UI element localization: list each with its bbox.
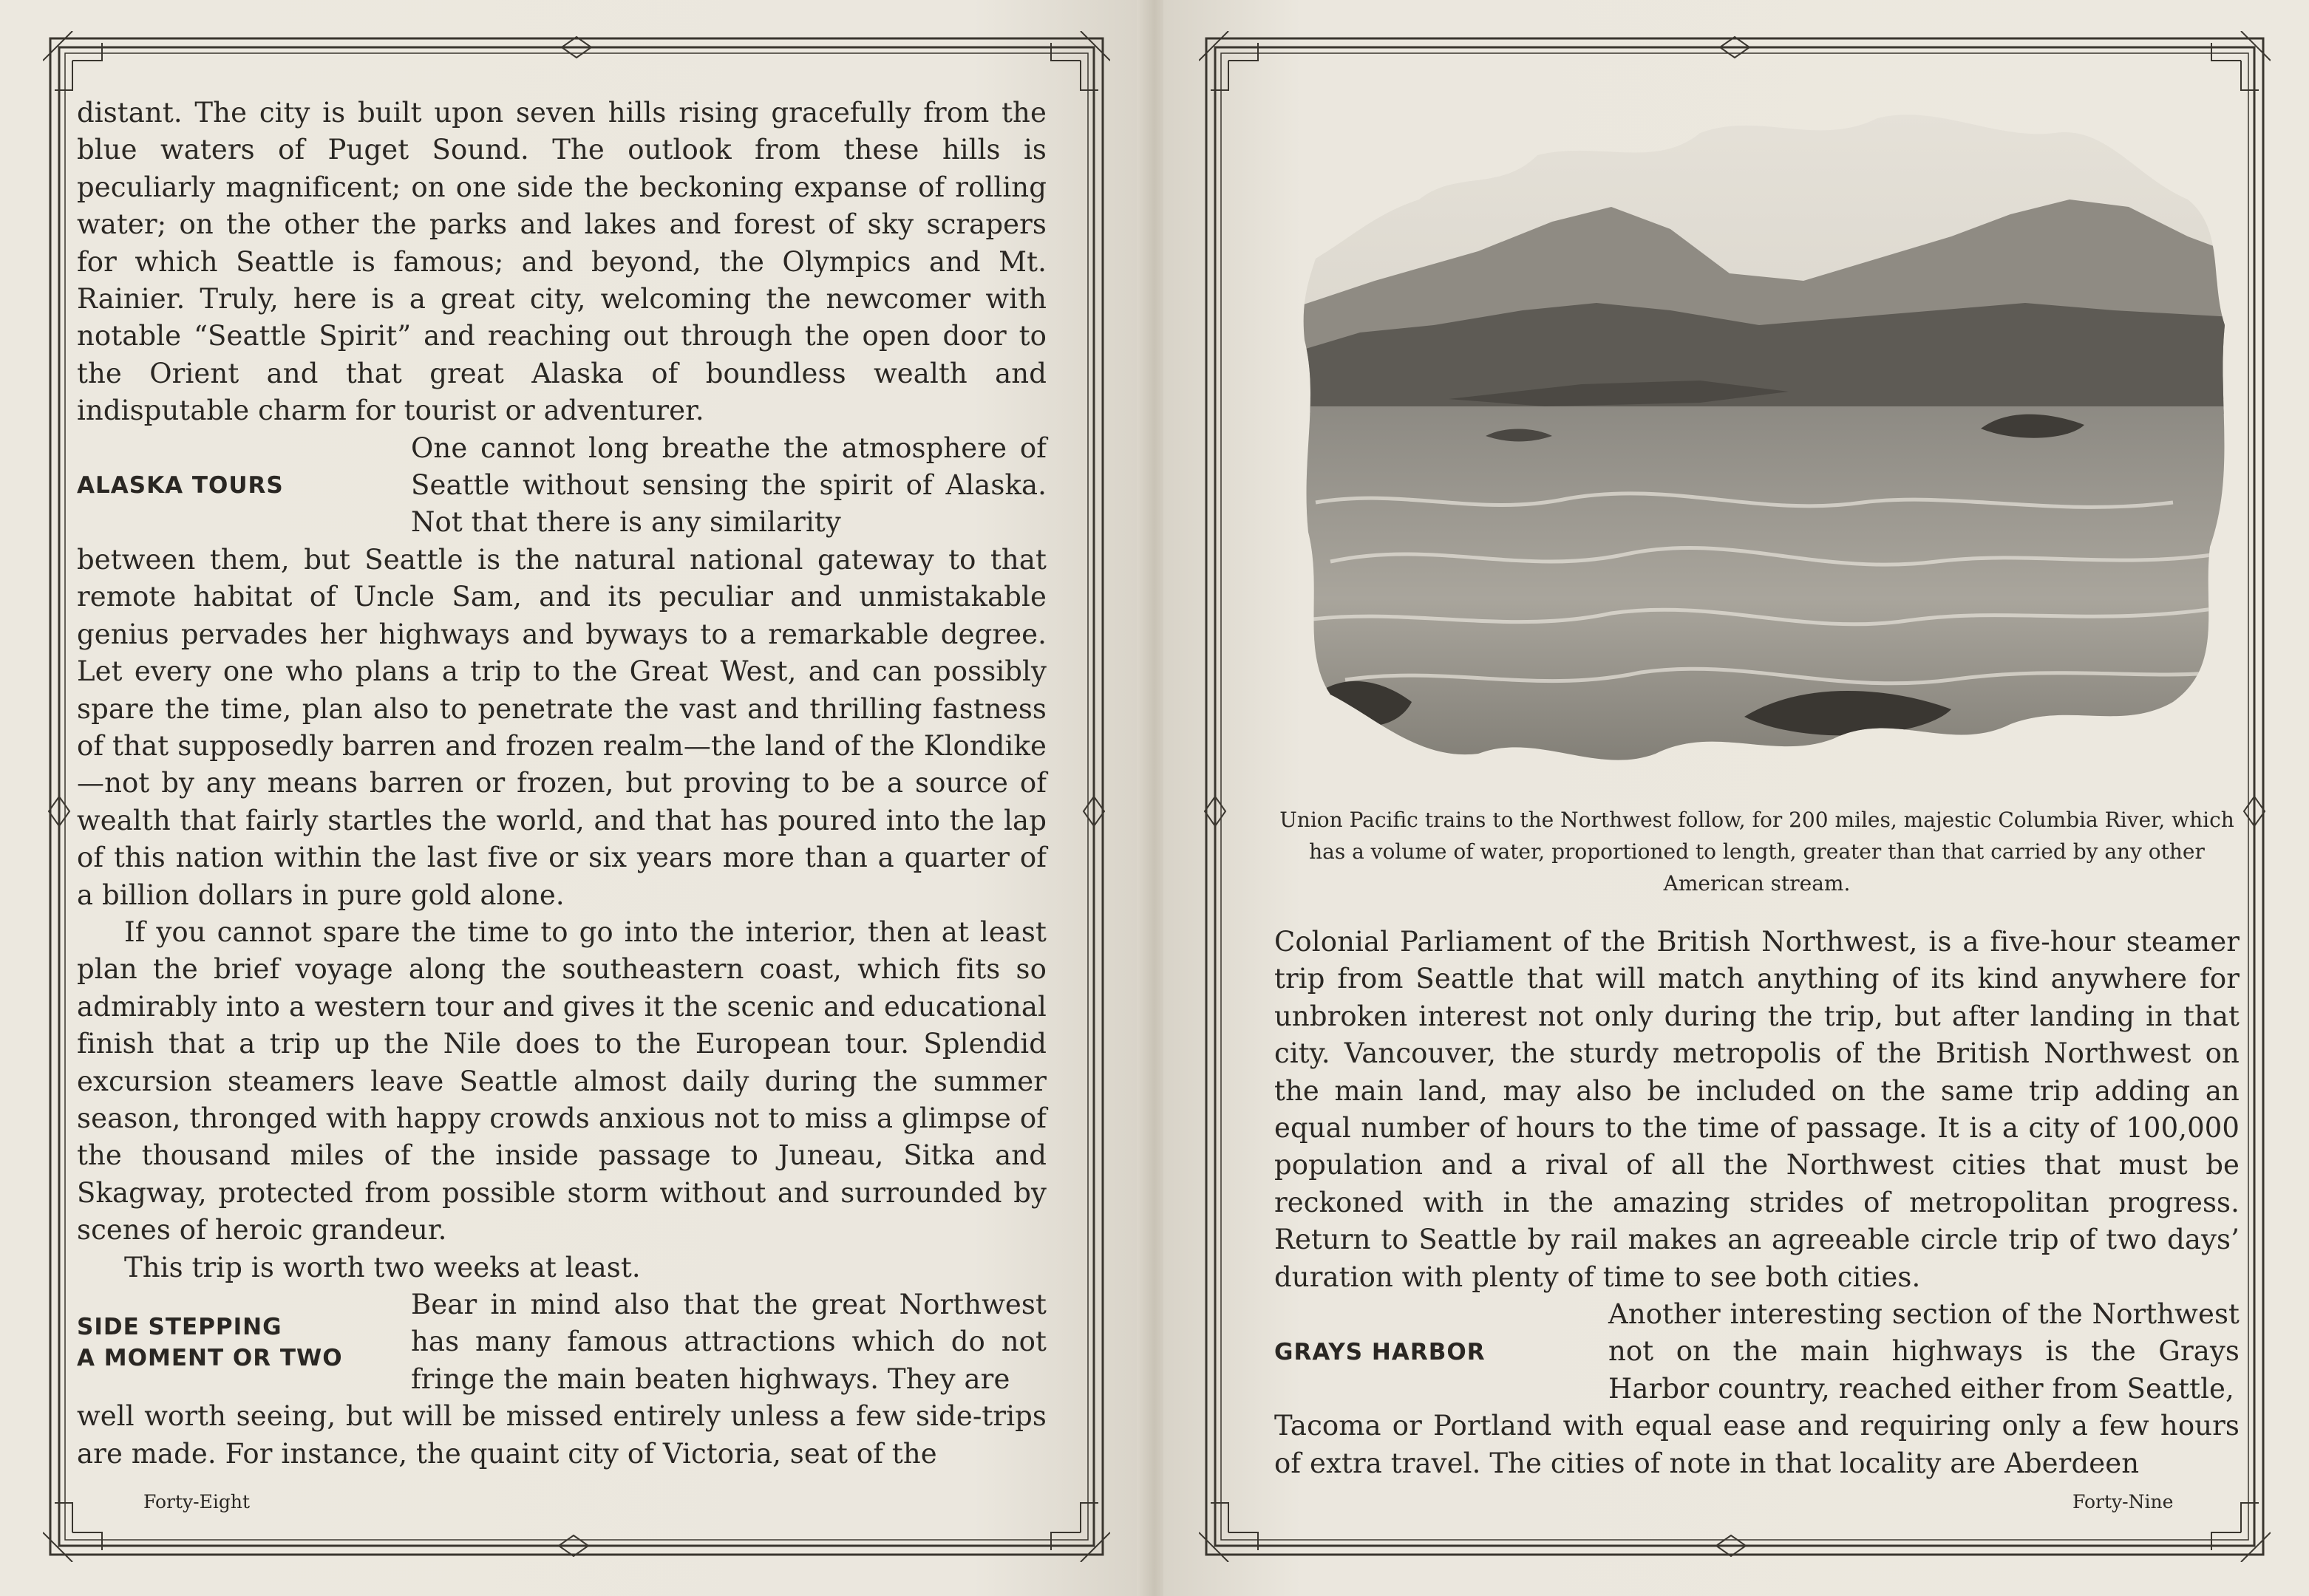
- side-heading-line-1: SIDE STEPPING: [77, 1313, 282, 1340]
- alaska-float-text: One cannot long breathe the atmosphere of Seattle without sensing the spirit of Alaska. Not that there is any similarity: [411, 432, 1047, 539]
- grays-harbor-heading: GRAYS HARBOR: [1274, 1338, 1486, 1365]
- left-page: [0, 0, 1146, 1596]
- page-number: Forty-Eight: [143, 1491, 250, 1513]
- alaska-section: [77, 430, 1047, 542]
- grays-harbor-section: [1274, 1296, 2240, 1408]
- side-stepping-section: [77, 1286, 1047, 1398]
- paragraph-city: distant. The city is built upon seven hills rising gracefully from the blue waters of Puget Sound. The outlook from these hills is peculiarly magnificent; on one side the beckoning expanse of rolling water; on the other the parks and lakes and forest of sky scrapers for which Seattle is famous; and beyond, the Olympics and Mt. Rainier. Truly, here is a great city, welcoming the newcomer with notable “Seattle Spirit” and reaching out through the open door to the Orient and that great Alaska of boundless wealth and indisputable charm for tourist or adventurer.: [77, 97, 1047, 427]
- side-float-text: Bear in mind also that the great Northwest has many famous attractions which do not fringe the main beaten highways. They are: [411, 1289, 1047, 1395]
- right-body-text: [1274, 924, 2240, 1482]
- side-heading-line-2: A MOMENT OR TWO: [77, 1344, 343, 1371]
- grays-float-text: Another interesting section of the Northwest not on the main highways is the Grays Harbor country, reached either from Seattle,: [1608, 1298, 2240, 1405]
- paragraph-victoria: Colonial Parliament of the British Northwest, is a five-hour steamer trip from Seattle that will match anything of its kind anywhere for unbroken interest not only during the trip, but after landing in that city. Vancouver, the sturdy metropolis of the British Northwest on the main land, may also be included on the same trip adding an equal number of hours to the time of passage. It is a city of 100,000 population and a rival of all the Northwest cities that must be reckoned with in the amazing strides of metropolitan progress. Return to Seattle by rail makes an agreeable circle trip of two days’ duration with plenty of time to see both cities.: [1274, 926, 2240, 1293]
- photo-caption: Union Pacific trains to the Northwest follow, for 200 miles, majestic Columbia River, which has a volume of water, proportioned to length, greater than that carried by any other American stream.: [1279, 808, 2234, 896]
- paragraph-alaska: between them, but Seattle is the natural national gateway to that remote habitat of Uncle Sam, and its peculiar and unmistakable genius pervades her highways and byways to a remarkable degree. Let every one who plans a trip to the Great West, and can possibly spare the time, plan also to penetrate the vast and thrilling fastness of that supposedly barren and frozen realm—the land of the Klondike—not by any means barren or frozen, but proving to be a source of wealth that fairly startles the world, and that has poured into the lap of this nation within the last five or six years more than a quarter of a billion dollars in pure gold alone.: [77, 543, 1047, 911]
- right-page: [1163, 0, 2309, 1596]
- paragraph-grays-harbor: Tacoma or Portland with equal ease and requiring only a few hours of extra travel. The cities of note in that locality are Aberdeen: [1274, 1410, 2240, 1479]
- paragraph-interior: If you cannot spare the time to go into the interior, then at least plan the brief voyage along the southeastern coast, which fits so admirably into a western tour and gives it the scenic and educational finish that a trip up the Nile does to the European tour. Splendid excursion steamers leave Seattle almost daily during the summer season, thronged with happy crowds anxious not to miss a glimpse of the thousand miles of the inside passage to Juneau, Sitka and Skagway, protected from possible storm without and surrounded by scenes of heroic grandeur.: [77, 915, 1047, 1247]
- side-stepping-heading: [77, 1312, 411, 1374]
- left-body-text: [77, 95, 1047, 1473]
- paragraph-side-trips: well worth seeing, but will be missed entirely unless a few side-trips are made. For instance, the quaint city of Victoria, seat of the: [77, 1400, 1047, 1470]
- paragraph-worth: This trip is worth two weeks at least.: [124, 1251, 641, 1283]
- columbia-river-photo: [1286, 89, 2247, 791]
- alaska-tours-heading: ALASKA TOURS: [77, 472, 284, 499]
- page-number: Forty-Nine: [2072, 1491, 2174, 1513]
